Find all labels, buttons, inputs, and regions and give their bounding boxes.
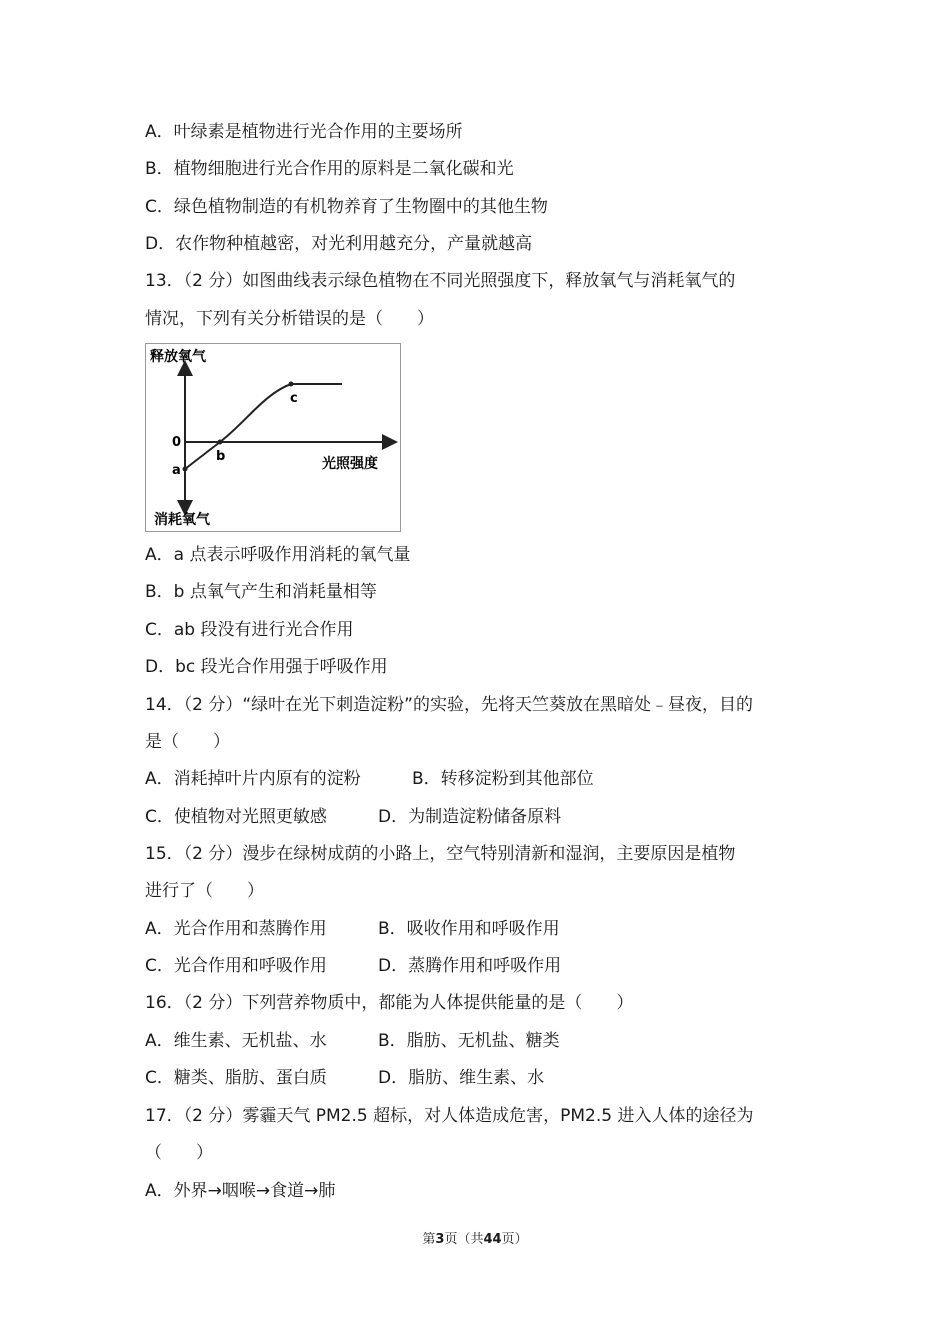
q13-stem-line2: 情况，下列有关分析错误的是（ ） bbox=[145, 309, 434, 329]
footer-prefix: 第 bbox=[422, 1232, 436, 1247]
footer-mid: 页（共 bbox=[444, 1232, 484, 1247]
q14-option-a: A．消耗掉叶片内原有的淀粉 bbox=[145, 769, 361, 789]
q16-stem-line1: 16．（2 分）下列营养物质中，都能为人体提供能量的是（ ） bbox=[145, 993, 634, 1013]
point-a-label: a bbox=[172, 463, 181, 478]
q13-option-d: D．bc 段光合作用强于呼吸作用 bbox=[145, 657, 388, 677]
q17-option-a: A．外界→咽喉→食道→肺 bbox=[145, 1181, 336, 1201]
q15-option-a: A．光合作用和蒸腾作用 bbox=[145, 919, 327, 939]
q17-stem-line1: 17．（2 分）雾霾天气 PM2.5 超标，对人体造成危害，PM2.5 进入人体的途径为 bbox=[145, 1106, 754, 1126]
q15-option-b: B．吸收作用和呼吸作用 bbox=[378, 919, 560, 939]
x-axis-label: 光照强度 bbox=[322, 456, 378, 472]
q13-option-a: A．a 点表示呼吸作用消耗的氧气量 bbox=[145, 545, 411, 565]
q12-option-c: C．绿色植物制造的有机物养育了生物圈中的其他生物 bbox=[145, 197, 548, 217]
q16-option-c: C．糖类、脂肪、蛋白质 bbox=[145, 1068, 327, 1088]
y-axis-top-label: 释放氧气 bbox=[150, 349, 206, 365]
q14-stem-line2: 是（ ） bbox=[145, 732, 230, 752]
q14-option-d: D．为制造淀粉储备原料 bbox=[378, 807, 562, 827]
q14-stem-line1: 14．（2 分）“绿叶在光下刺造淀粉”的实验，先将天竺葵放在黑暗处﹣昼夜，目的 bbox=[145, 695, 753, 715]
q15-option-c: C．光合作用和呼吸作用 bbox=[145, 956, 327, 976]
footer-suffix: 页） bbox=[501, 1232, 528, 1247]
oxygen-curve bbox=[185, 384, 342, 469]
q15-stem-line2: 进行了（ ） bbox=[145, 881, 264, 901]
footer-total-pages: 44 bbox=[483, 1232, 502, 1247]
point-a-marker bbox=[183, 467, 188, 472]
origin-label: 0 bbox=[172, 435, 182, 450]
point-c-label: c bbox=[290, 391, 298, 406]
point-c-marker bbox=[289, 382, 294, 387]
q14-option-c: C．使植物对光照更敏感 bbox=[145, 807, 327, 827]
q13-option-b: B．b 点氧气产生和消耗量相等 bbox=[145, 582, 377, 602]
q12-option-a: A．叶绿素是植物进行光合作用的主要场所 bbox=[145, 122, 463, 142]
q13-stem-line1: 13．（2 分）如图曲线表示绿色植物在不同光照强度下，释放氧气与消耗氧气的 bbox=[145, 271, 736, 291]
point-b-label: b bbox=[216, 449, 226, 464]
footer-page-number: 3 bbox=[435, 1232, 445, 1247]
q12-option-d: D．农作物种植越密，对光利用越充分，产量就越高 bbox=[145, 234, 533, 254]
q17-stem-line2: （ ） bbox=[145, 1143, 213, 1163]
q15-option-d: D．蒸腾作用和呼吸作用 bbox=[378, 956, 562, 976]
page-footer bbox=[0, 1231, 950, 1249]
point-b-marker bbox=[218, 440, 223, 445]
q14-option-b: B．转移淀粉到其他部位 bbox=[412, 769, 594, 789]
q13-option-c: C．ab 段没有进行光合作用 bbox=[145, 620, 354, 640]
q12-option-b: B．植物细胞进行光合作用的原料是二氧化碳和光 bbox=[145, 159, 514, 179]
q13-oxygen-light-curve-figure bbox=[145, 343, 401, 532]
q16-option-d: D．脂肪、维生素、水 bbox=[378, 1068, 545, 1088]
y-axis-bottom-label: 消耗氧气 bbox=[154, 512, 210, 528]
oxygen-curve-diagram bbox=[146, 344, 402, 533]
q16-option-b: B．脂肪、无机盐、糖类 bbox=[378, 1031, 560, 1051]
q15-stem-line1: 15．（2 分）漫步在绿树成荫的小路上，空气特别清新和湿润，主要原因是植物 bbox=[145, 844, 736, 864]
q16-option-a: A．维生素、无机盐、水 bbox=[145, 1031, 327, 1051]
